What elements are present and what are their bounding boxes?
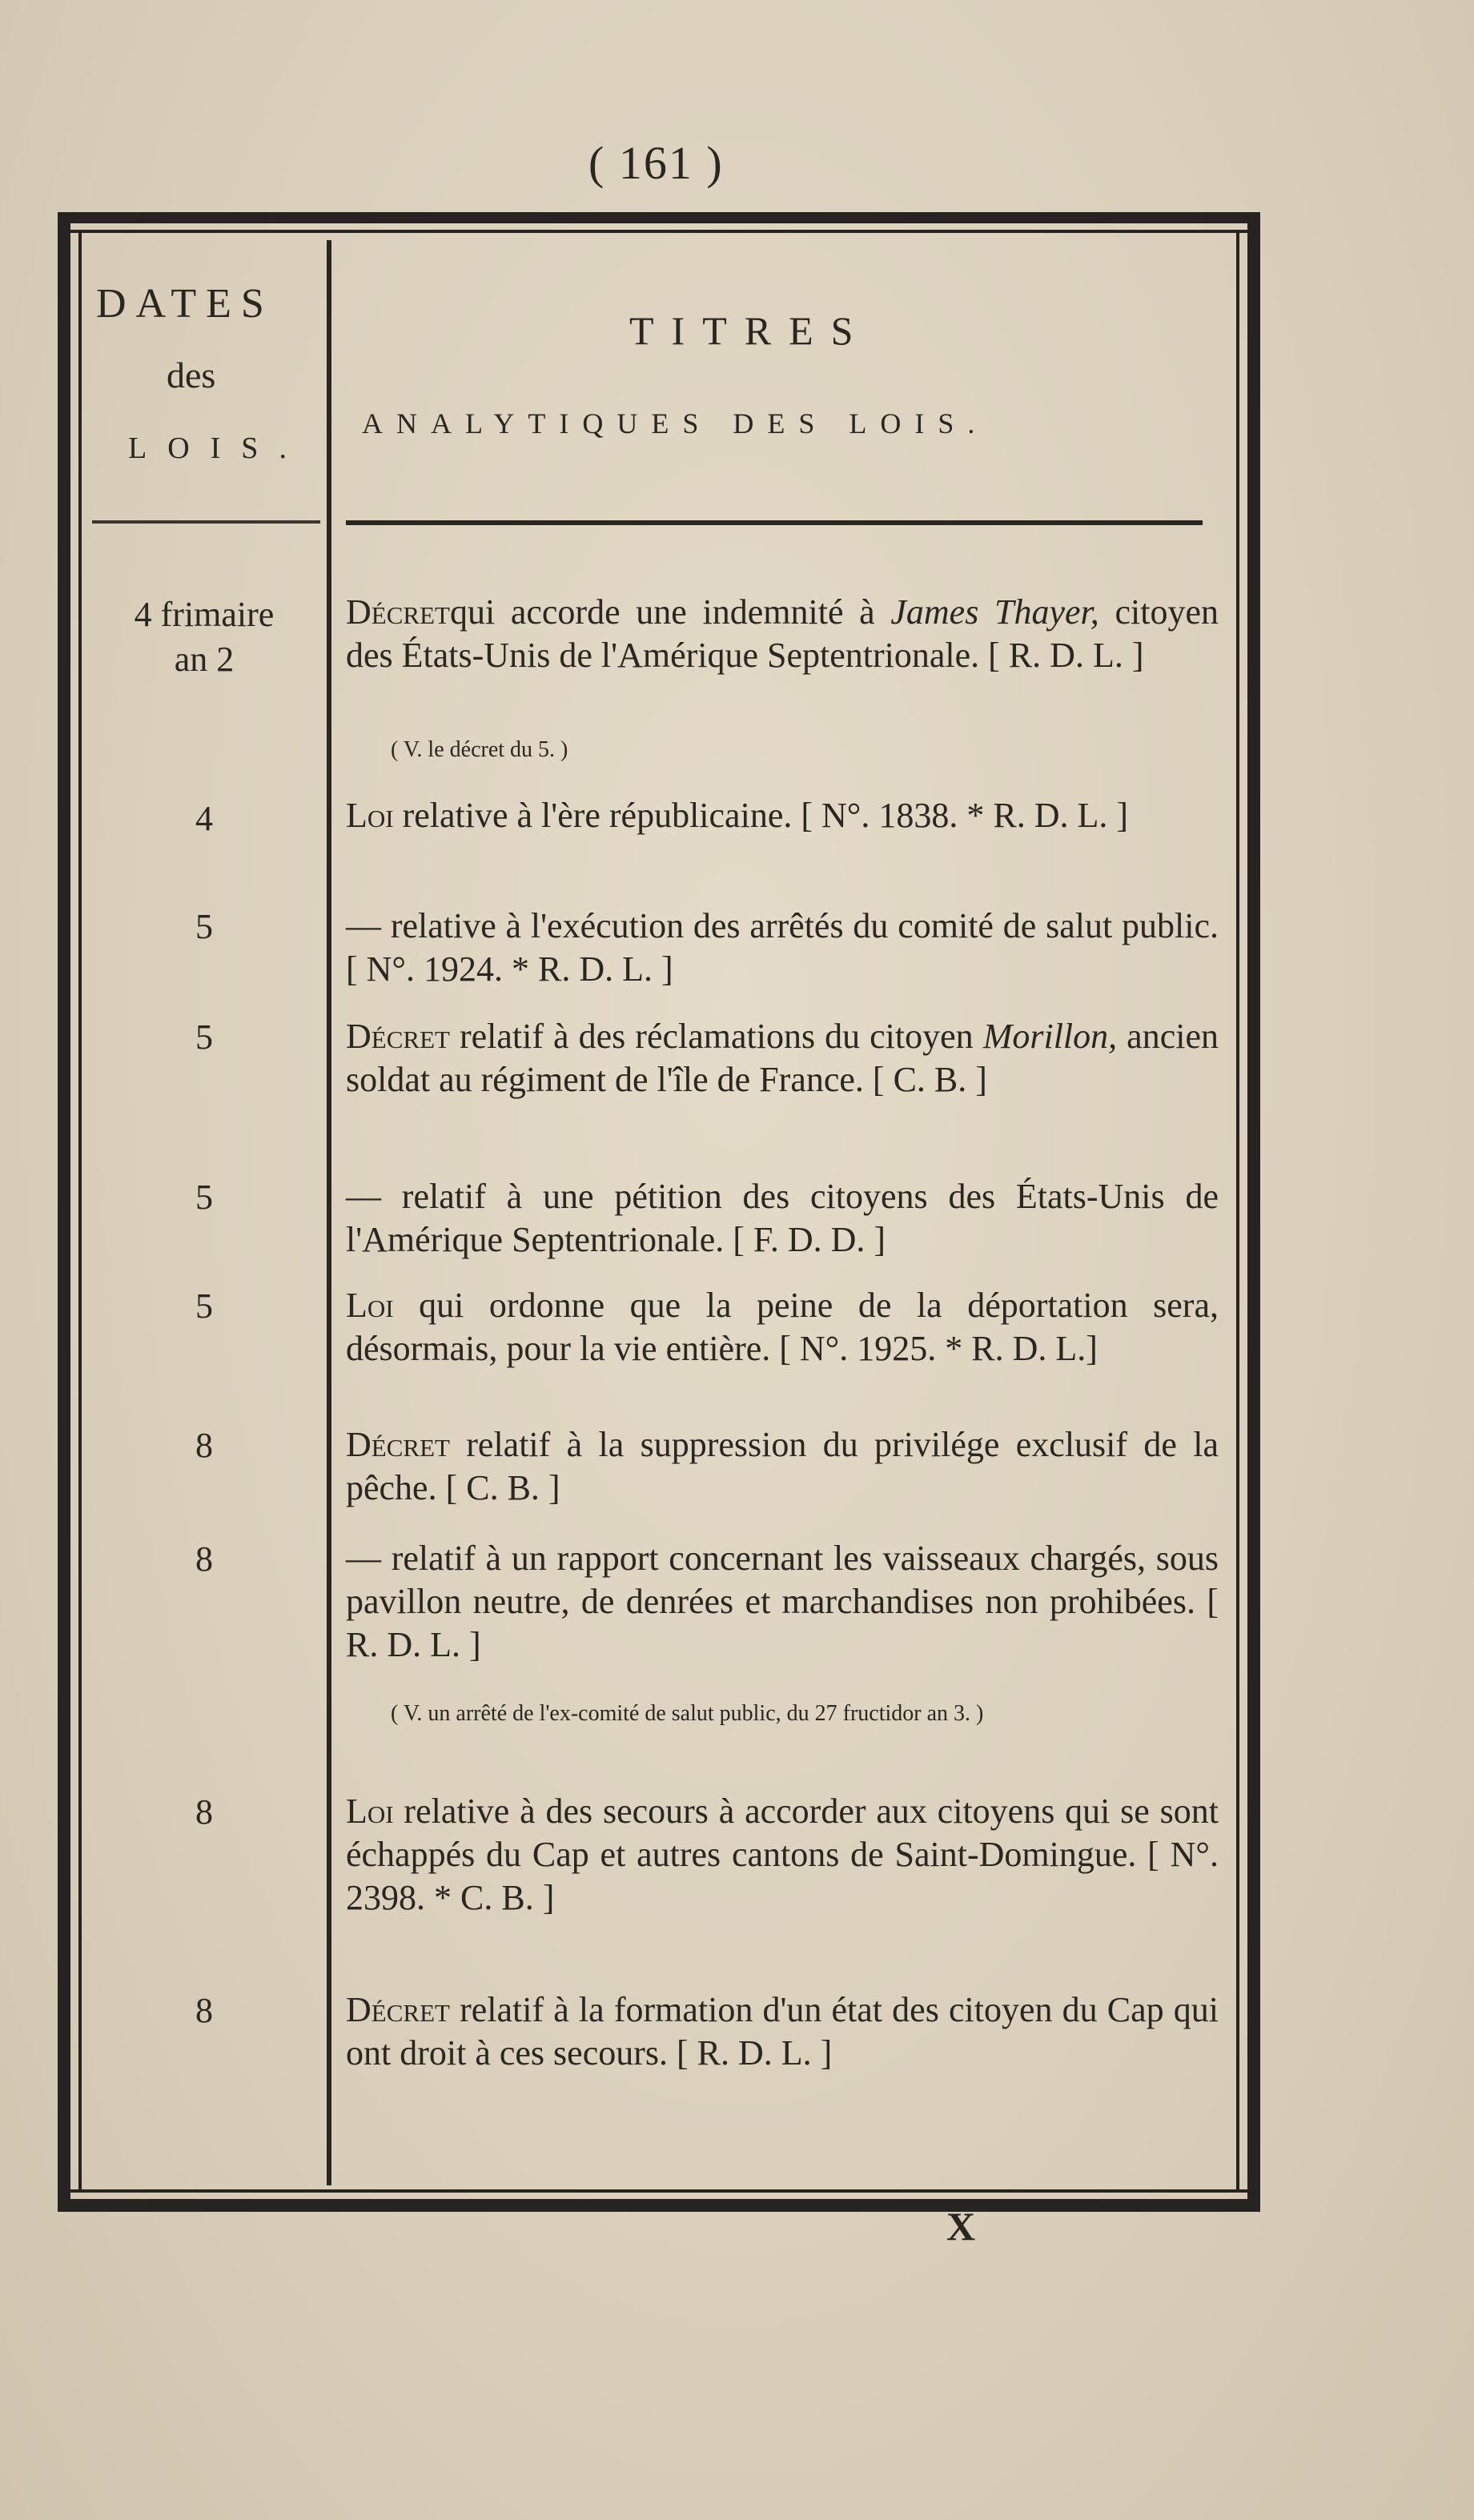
entry-title: — relatif à une pétition des citoyens des États-Unis de l'Amérique Septentrionale. [ F. D. D. ] bbox=[346, 1177, 1219, 1259]
entry-title: — relatif à un rapport concernant les vaisseaux chargés, sous pavillon neutre, de denrées et marchandises non prohibées. [ R. D. L. ] bbox=[346, 1539, 1219, 1664]
entry-title: Décretqui accorde une indemnité à James Thayer, citoyen des États-Unis de l'Amérique Septentrionale. [ R. D. L. ] bbox=[346, 592, 1219, 675]
column-separator bbox=[327, 240, 331, 2185]
header-analytiques: ANALYTIQUES DES LOIS. bbox=[362, 407, 989, 439]
entry-date: 5 bbox=[195, 1286, 213, 1326]
entry-date: 8 bbox=[195, 1539, 213, 1579]
entry-title: Loi relative à des secours à accorder aux citoyens qui se sont échappés du Cap et autres cantons de Saint-Domingue. [ N°. 2398. * C. B. ] bbox=[346, 1792, 1219, 1917]
header-rule-right bbox=[346, 520, 1203, 525]
entry-title: Décret relatif à la formation d'un état des citoyen du Cap qui ont droit à ces secours. [ R. D. L. ] bbox=[346, 1990, 1219, 2073]
entry-date: 8 bbox=[195, 1991, 213, 2030]
signature-mark: X bbox=[946, 2204, 976, 2249]
entry-date: 5 bbox=[195, 907, 213, 946]
entry-date: 4 bbox=[195, 799, 213, 838]
page-number: ( 161 ) bbox=[588, 137, 724, 189]
header-titres: TITRES bbox=[629, 308, 871, 353]
entry-title: Décret relatif à la suppression du privilége exclusif de la pêche. [ C. B. ] bbox=[346, 1425, 1219, 1507]
entry-title: Décret relatif à des réclamations du citoyen Morillon, ancien soldat au régiment de l'île de France. [ C. B. ] bbox=[346, 1017, 1219, 1099]
header-des: des bbox=[167, 355, 216, 395]
entry-note: ( V. le décret du 5. ) bbox=[391, 737, 568, 762]
header-lois: LOIS. bbox=[128, 431, 307, 465]
header-dates: DATES bbox=[96, 281, 274, 327]
entry-note: ( V. un arrêté de l'ex-comité de salut public, du 27 fructidor an 3. ) bbox=[391, 1701, 984, 1726]
entry-date: 5 bbox=[195, 1178, 213, 1217]
entry-title: Loi relative à l'ère républicaine. [ N°. 1838. * R. D. L. ] bbox=[346, 796, 1129, 835]
entry-date: 4 frimaire an 2 bbox=[134, 595, 275, 679]
entry-date: 8 bbox=[195, 1426, 213, 1465]
entry-title: — relative à l'exécution des arrêtés du comité de salut public. [ N°. 1924. * R. D. L. ] bbox=[346, 906, 1219, 989]
header-rule-left bbox=[92, 520, 320, 524]
entry-date: 8 bbox=[195, 1792, 213, 1832]
entry-date: 5 bbox=[195, 1017, 213, 1057]
entry-title: Loi qui ordonne que la peine de la déportation sera, désormais, pour la vie entière. [ N°. 1925. * R. D. L.] bbox=[346, 1286, 1219, 1368]
